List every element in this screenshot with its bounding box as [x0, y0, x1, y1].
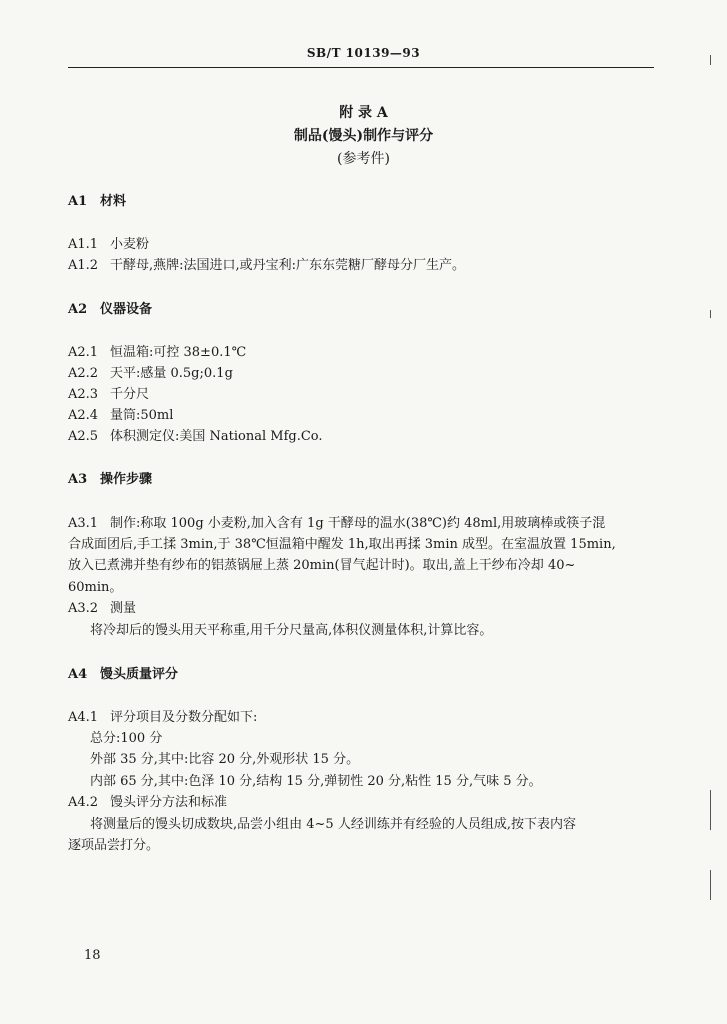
page-number: 18 [84, 948, 101, 963]
clause-a2-5: A2.5 体积测定仪:美国 National Mfg.Co. [68, 429, 323, 444]
clause-a2-1: A2.1 恒温箱:可控 38±0.1℃ [68, 345, 247, 360]
score-outer: 外部 35 分,其中:比容 20 分,外观形状 15 分。 [90, 752, 360, 767]
appendix-title-block [0, 102, 727, 171]
clause-a1-2: A1.2 干酵母,燕牌:法国进口,或丹宝利:广东东莞糖厂酵母分厂生产。 [68, 258, 466, 273]
clause-a3-1-continuation: 60min。 [68, 580, 123, 595]
score-total: 总分:100 分 [90, 731, 163, 746]
section-heading-a4: A4 馒头质量评分 [68, 667, 179, 682]
standard-code: SB/T 10139—93 [306, 46, 421, 60]
appendix-label: 附 录 A [339, 105, 388, 121]
clause-a3-1: A3.1 制作:称取 100g 小麦粉,加入含有 1g 干酵母的温水(38℃)约 48ml,用玻璃棒或筷子混 [68, 516, 606, 531]
scan-edge-mark [710, 310, 711, 318]
clause-a3-1-continuation: 合成面团后,手工揉 3min,于 38℃恒温箱中醒发 1h,取出再揉 3min 成型。在室温放置 15min, [68, 537, 616, 552]
scan-edge-mark [710, 55, 711, 65]
clause-a3-2: A3.2 测量 [68, 601, 137, 616]
clause-a1-1: A1.1 小麦粉 [68, 237, 150, 252]
clause-a2-3: A2.3 千分尺 [68, 387, 150, 402]
clause-a3-1-continuation: 放入已煮沸并垫有纱布的铝蒸锅屉上蒸 20min(冒气起计时)。取出,盖上干纱布冷却 40~ [68, 558, 576, 573]
clause-a4-2-body: 将测量后的馒头切成数块,品尝小组由 4~5 人经训练并有经验的人员组成,按下表内容 [90, 817, 576, 832]
appendix-title: 制品(馒头)制作与评分 [293, 128, 434, 144]
scan-edge-mark [710, 870, 711, 900]
header-rule [68, 67, 654, 68]
section-heading-a2: A2 仪器设备 [68, 302, 153, 317]
section-heading-a1: A1 材料 [68, 194, 127, 209]
scan-edge-mark [710, 790, 711, 830]
clause-a2-2: A2.2 天平:感量 0.5g;0.1g [68, 366, 233, 381]
clause-a2-4: A2.4 量筒:50ml [68, 408, 174, 423]
clause-a4-2: A4.2 馒头评分方法和标准 [68, 795, 228, 810]
clause-a3-2-body: 将冷却后的馒头用天平称重,用千分尺量高,体积仪测量体积,计算比容。 [90, 623, 493, 638]
clause-a4-1: A4.1 评分项目及分数分配如下: [68, 710, 258, 725]
clause-a4-2-continuation: 逐项品尝打分。 [68, 838, 160, 853]
section-heading-a3: A3 操作步骤 [68, 472, 153, 487]
score-inner: 内部 65 分,其中:色泽 10 分,结构 15 分,弹韧性 20 分,粘性 15 分,气味 5 分。 [90, 774, 542, 789]
appendix-note: (参考件) [337, 151, 390, 167]
